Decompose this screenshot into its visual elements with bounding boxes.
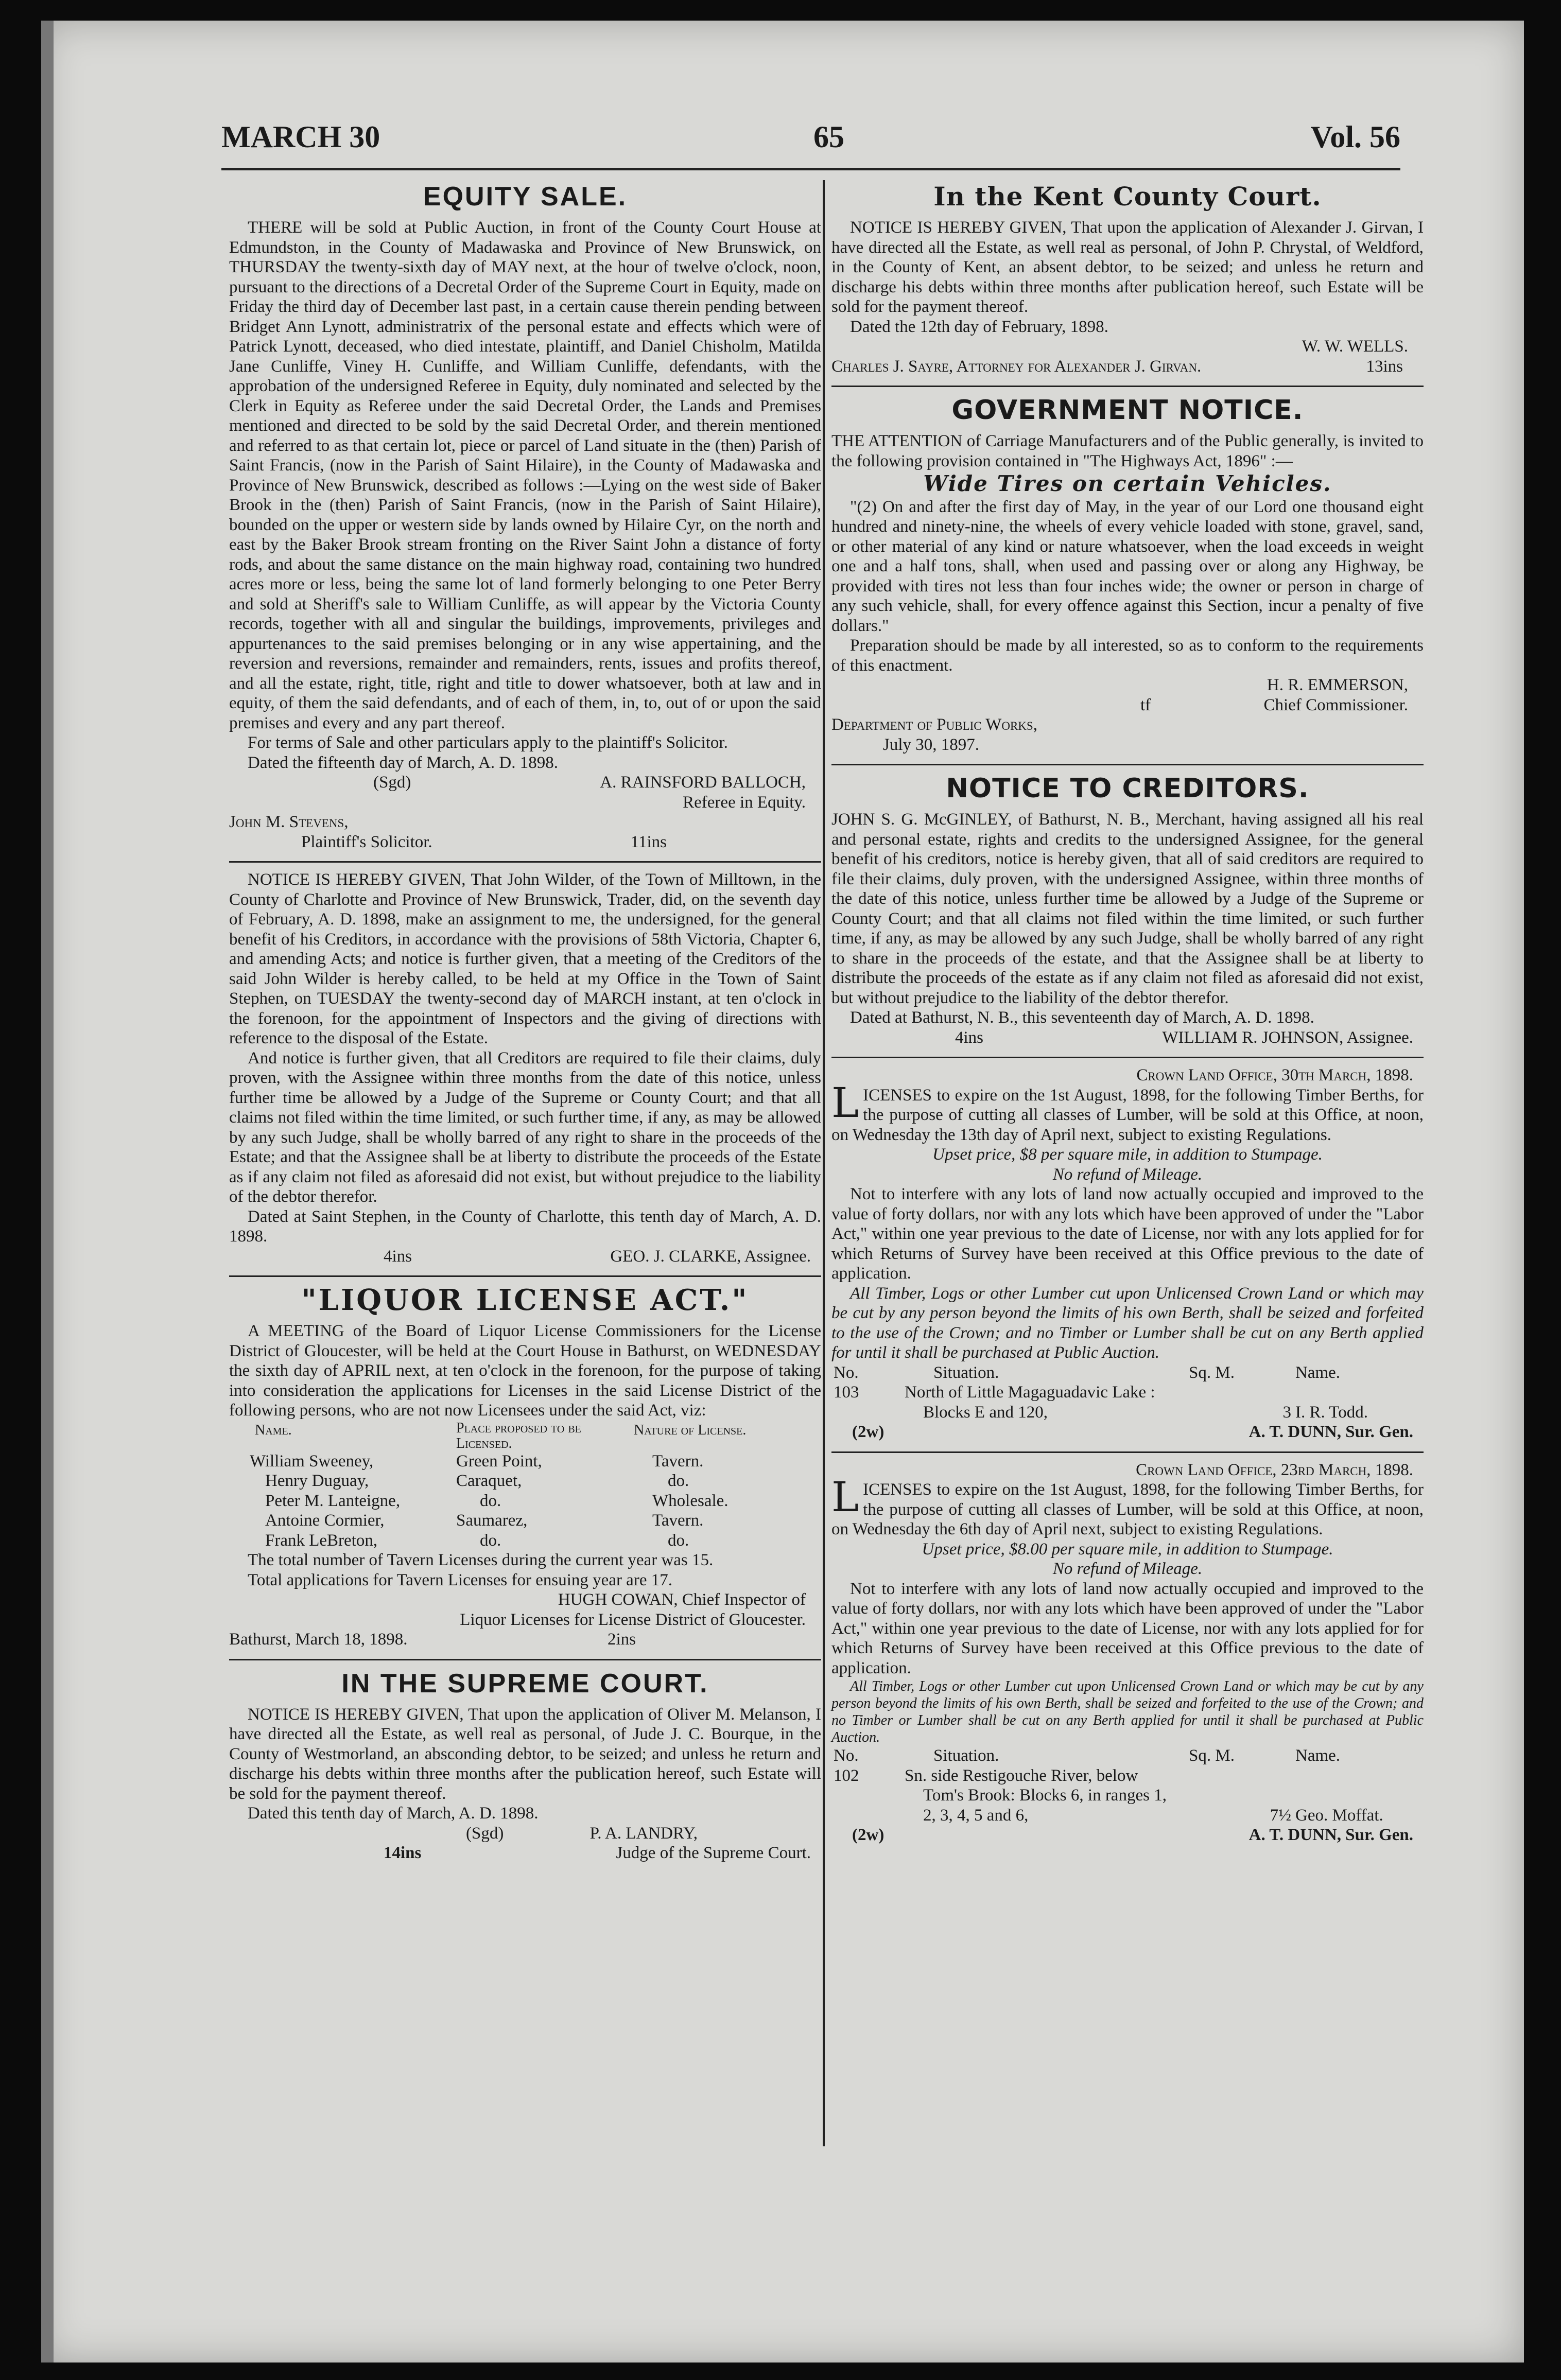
table-header: No.: [834, 1363, 859, 1382]
liquor-total-current: The total number of Tavern Licenses during the current year was 15.: [248, 1551, 714, 1569]
supreme-court-dated: Dated this tenth day of March, A. D. 1898.: [248, 1804, 539, 1823]
table-row: [831, 1403, 1424, 1423]
divider: [831, 764, 1424, 765]
crown-land-1-dropcap: L: [831, 1078, 859, 1127]
government-notice-signer-title: Chief Commissioner.: [1263, 695, 1408, 714]
table-cell: 7½: [1270, 1806, 1291, 1825]
wilder-notice-dated: Dated at Saint Stephen, in the County of Charlotte, this tenth day of March, A. D. 1898.: [229, 1207, 821, 1246]
table-row: [229, 1471, 821, 1491]
table-cell: Saumarez,: [456, 1511, 528, 1530]
equity-sale-insertions: 11ins: [630, 832, 667, 851]
table-header: Name.: [1295, 1363, 1341, 1382]
government-notice-date: July 30, 1897.: [883, 735, 980, 754]
crown-land-1-upset-price: Upset price, $8 per square mile, in addition to Stumpage.: [932, 1145, 1323, 1164]
column-rule: [823, 180, 825, 2146]
liquor-place-date: Bathurst, March 18, 1898.: [229, 1630, 408, 1649]
government-notice-tf: tf: [1140, 695, 1151, 714]
creditors-notice-dated: Dated at Bathurst, N. B., this seventeenth day of March, A. D. 1898.: [850, 1008, 1314, 1027]
table-row: [229, 1511, 821, 1531]
table-cell: Henry Duguay,: [265, 1472, 369, 1490]
table-cell: Sn. side Restigouche River, below: [905, 1766, 1138, 1785]
crown-land-1-body: ICENSES to expire on the 1st August, 1898, for the following Timber Berths, for the purpose of cutting all classes of Lumber, will be sold at this Office, at noon, on Wednesday the 13th day of April next, subject to existing Regulations.: [831, 1086, 1424, 1144]
kent-court-body: NOTICE IS HEREBY GIVEN, That upon the application of Alexander J. Girvan, I have directed all the Estate, as well real as personal, of John P. Chrystal, of Weldford, in the County of Kent, an absent debtor, to be seized; and unless he return and discharge his debts within three months after publication hereof, such Estate will be sold for the payment thereof.: [831, 218, 1424, 316]
table-row: [229, 1491, 821, 1511]
wilder-notice-insertions: 4ins: [384, 1247, 412, 1266]
table-row: [229, 1531, 821, 1551]
table-header: No.: [834, 1746, 859, 1765]
government-notice-signer: H. R. EMMERSON,: [1267, 676, 1408, 694]
crown-land-1-refund: No refund of Mileage.: [1052, 1165, 1203, 1184]
crown-land-2-timber-note: All Timber, Logs or other Lumber cut upon Unlicensed Crown Land or which may be cut by any person beyond the limits of his own Berth, shall be seized and forfeited to the use of the Crown; and no Timber or Lumber shall be cut on any Berth applied for until it shall be purchased at Public Auction.: [831, 1678, 1424, 1745]
page-number: 65: [813, 120, 844, 154]
crown-land-2-body: ICENSES to expire on the 1st August, 1898, for the following Timber Berths, for the purpose of cutting all classes of Lumber, will be sold at this Office, at noon, on Wednesday the 6th day of April next, subject to existing Regulations.: [831, 1480, 1424, 1538]
table-cell: Blocks E and 120,: [923, 1403, 1048, 1422]
supreme-court-insertions: 14ins: [384, 1844, 422, 1862]
liquor-total-applications: Total applications for Tavern Licenses for ensuing year are 17.: [248, 1570, 672, 1589]
table-row: [831, 1766, 1424, 1786]
table-cell: 2, 3, 4, 5 and 6,: [923, 1806, 1029, 1825]
table-cell: do.: [480, 1491, 501, 1510]
equity-sale-dated: Dated the fifteenth day of March, A. D. 1898.: [248, 753, 558, 772]
crown-land-1-dateline: Crown Land Office, 30th March, 1898.: [1136, 1066, 1413, 1084]
supreme-court-notice: [229, 1668, 821, 1863]
table-cell: Geo. Moffat.: [1295, 1806, 1383, 1825]
table-header: Name.: [1295, 1746, 1341, 1765]
crown-land-2-table: [831, 1746, 1424, 1825]
crown-land-2-upset-price: Upset price, $8.00 per square mile, in addition to Stumpage.: [922, 1539, 1333, 1559]
creditors-notice-insertions: 4ins: [955, 1028, 984, 1047]
table-cell: Tavern.: [652, 1451, 704, 1471]
equity-sale-body: THERE will be sold at Public Auction, in front of the County Court House at Edmundston, in the County of Madawaska and Province of New Brunswick, on THURSDAY the twenty-sixth day of MAY next, at the hour of twelve o'clock, noon, pursuant to the directions of a Decretal Order of the Supreme Court in Equity, made on Friday the third day of December last past, in a certain cause therein pending between Bridget Ann Lynott, administratrix of the personal estate and effects which were of Patrick Lynott, deceased, who died intestate, plaintiff, and Daniel Chisholm, Matilda Jane Cunliffe, Viney H. Cunliffe, and William Cunliffe, defendants, with the approbation of the undersigned Referee in Equity, duly nominated and selected by the Clerk in Equity as Referee under the said Decretal Order, the Lands and Premises mentioned and directed to be sold by the said Decretal Order, and therein mentioned and referred to as that certain lot, piece or parcel of Land situate in the (then) Parish of Saint Francis, (now in the Parish of Saint Hilaire), in the County of Madawaska and Province of New Brunswick, described as follows :—Lying on the west side of Baker Brook in the (then) Parish of Saint Francis, (now in the Parish of Saint Hilaire), bounded on the upper or western side by lands owned by Hilaire Cyr, on the north and east by the Baker Brook stream fronting on the River Saint John a distance of forty rods, and about the same distance on the main highway road, containing two hundred acres more or less, being the same lot of land formerly belonging to one Peter Berry and sold at Sheriff's sale to William Cunliffe, as will appear by the Victoria County records, together with all and singular the buildings, improvements, privileges and appurtenances to the said premises belonging or in any wise appertaining, and the reversion and reversions, remainder and remainders, rents, issues and profits thereof, and all the estate, right, title, right and title to dower whatsoever, both at law and in equity, of them the said defendants, and of each of them, in, to, out of or upon the said premises and every and any part thereof.: [229, 218, 821, 732]
supreme-court-signer: P. A. LANDRY,: [589, 1824, 698, 1843]
divider: [229, 1659, 821, 1660]
crown-land-1-interfere: Not to interfere with any lots of land now actually occupied and improved to the value of forty dollars, nor with any lots which have been approved of under the "Labor Act," within one year previous to the date of License, nor with any lots applied for for which Returns of Survey have been received at this Office previous to the date of application.: [831, 1185, 1424, 1283]
kent-court-signer: W. W. WELLS.: [1302, 337, 1408, 356]
equity-sale-signer: A. RAINSFORD BALLOCH,: [600, 773, 806, 792]
crown-land-2-signer: A. T. DUNN, Sur. Gen.: [1248, 1826, 1413, 1844]
liquor-license-title: "LIQUOR LICENSE ACT.": [301, 1283, 749, 1317]
government-notice-provision: "(2) On and after the first day of May, in the year of our Lord one thousand eight hundred and ninety-nine, the wheels of every vehicle loaded with stone, gravel, sand, or other material of any kind or nature whatsoever, when the load exceeds in weight one and a half tons, shall, when used and passing over or along any Highway, be provided with tires not less than four inches wide; the owner or person in charge of any such vehicle, shall, for every offence against this Section, incur a penalty of five dollars.": [831, 497, 1424, 635]
government-notice-subtitle: Wide Tires on certain Vehicles.: [923, 471, 1332, 496]
table-cell: William Sweeney,: [250, 1451, 374, 1471]
government-notice-title: GOVERNMENT NOTICE.: [951, 395, 1304, 426]
creditors-notice-title: NOTICE TO CREDITORS.: [946, 773, 1309, 804]
crown-land-2-dateline: Crown Land Office, 23rd March, 1898.: [1136, 1460, 1413, 1479]
equity-sale-sgd: (Sgd): [373, 773, 411, 792]
supreme-court-body: NOTICE IS HEREBY GIVEN, That upon the application of Oliver M. Melanson, I have directed all the Estate, as well real as personal, of Jude J. C. Bourque, in the County of Westmorland, an absconding debtor, to be seized; and unless he return and discharge his debts within three months after the publication hereof, such Estate will be sold for the payment thereof.: [229, 1705, 821, 1803]
wilder-notice-para1: NOTICE IS HEREBY GIVEN, That John Wilder, of the Town of Milltown, in the County of Charlotte and Province of New Brunswick, Trader, did, on the seventh day of February, A. D. 1898, make an assignment to me, the undersigned, for the general benefit of his Creditors, in accordance with the provisions of 58th Victoria, Chapter 6, and amending Acts; and notice is further given, that a meeting of the Creditors of the said John Wilder is hereby called, to be held at my Office in the Town of Saint Stephen, on TUESDAY the twenty-second day of MARCH instant, at ten o'clock in the forenoon, for the appointment of Inspectors and the giving of directions with reference to the disposal of the Estate.: [229, 870, 821, 1047]
table-cell: Frank LeBreton,: [265, 1531, 378, 1550]
crown-land-1-timber-note: All Timber, Logs or other Lumber cut upon Unlicensed Crown Land or which may be cut by any person beyond the limits of his own Berth, shall be seized and forfeited to the use of the Crown; and no Timber or Lumber shall be cut on any Berth applied for until it shall be purchased at Public Auction.: [831, 1284, 1424, 1362]
table-cell: Peter M. Lanteigne,: [265, 1491, 401, 1510]
right-column: [831, 178, 1424, 1845]
page-edge: [41, 21, 54, 2362]
table-row: [229, 1451, 821, 1472]
table-header: Nature of License.: [634, 1422, 747, 1438]
government-notice-intro: THE ATTENTION of Carriage Manufacturers and of the Public generally, is invited to the following provision contained in "The Highways Act, 1896" :—: [831, 432, 1424, 470]
table-header: Sq. M.: [1189, 1363, 1235, 1382]
table-cell: do.: [668, 1472, 689, 1490]
crown-land-1-signer: A. T. DUNN, Sur. Gen.: [1248, 1423, 1413, 1441]
left-column: [229, 178, 821, 1863]
supreme-court-title: IN THE SUPREME COURT.: [341, 1668, 709, 1699]
equity-sale-notice: [229, 181, 821, 852]
crown-land-notice-1: [831, 1065, 1424, 1442]
kent-court-insertions: 13ins: [1366, 357, 1403, 376]
government-notice-prep: Preparation should be made by all interested, so as to conform to the requirements of this enactment.: [831, 636, 1424, 675]
table-header: Name.: [255, 1422, 292, 1438]
equity-sale-solicitor-title: Plaintiff's Solicitor.: [301, 832, 432, 851]
volume-number: Vol. 56: [1310, 120, 1400, 154]
crown-land-2-refund: No refund of Mileage.: [1052, 1560, 1203, 1578]
divider: [831, 386, 1424, 387]
table-cell: I. R. Todd.: [1295, 1403, 1368, 1422]
kent-court-attorney: Charles J. Sayre, Attorney for Alexander J. Girvan.: [831, 357, 1202, 376]
liquor-license-table: [229, 1421, 821, 1551]
table-row: [831, 1806, 1424, 1826]
table-header: Sq. M.: [1189, 1746, 1235, 1765]
header-date: MARCH 30: [221, 120, 380, 154]
table-cell: Caraquet,: [456, 1472, 522, 1490]
government-notice-dept: Department of Public Works,: [831, 715, 1037, 734]
divider: [229, 861, 821, 863]
kent-court-dated: Dated the 12th day of February, 1898.: [850, 317, 1108, 336]
equity-sale-terms: For terms of Sale and other particulars apply to the plaintiff's Solicitor.: [248, 733, 728, 752]
table-cell: Antoine Cormier,: [265, 1511, 385, 1530]
equity-sale-signer-title: Referee in Equity.: [683, 793, 806, 812]
equity-sale-title: EQUITY SALE.: [423, 182, 628, 212]
table-cell: Wholesale.: [652, 1491, 729, 1510]
government-notice: [831, 394, 1424, 755]
liquor-insertions: 2ins: [607, 1630, 636, 1649]
page-header: [221, 119, 1400, 161]
liquor-license-notice: [229, 1284, 821, 1650]
supreme-court-sgd: (Sgd): [466, 1824, 504, 1843]
table-cell: 3: [1282, 1403, 1291, 1422]
kent-court-notice: [831, 181, 1424, 376]
divider: [229, 1275, 821, 1277]
crown-land-notice-2: [831, 1460, 1424, 1845]
creditors-notice-signer: WILLIAM R. JOHNSON, Assignee.: [1162, 1028, 1413, 1047]
table-cell: 102: [834, 1766, 859, 1785]
liquor-license-body: A MEETING of the Board of Liquor License Commissioners for the License District of Gloucester, will be held at the Court House in Bathurst, on WEDNESDAY the sixth day of APRIL next, at ten o'clock in the forenoon, for the purpose of taking into consideration the applications for Licenses in the said License District of the following persons, who are not now Licensees under the said Act, viz:: [229, 1322, 821, 1420]
divider: [831, 1451, 1424, 1453]
table-header: Place proposed to be Licensed.: [456, 1420, 581, 1451]
equity-sale-solicitor: John M. Stevens,: [229, 813, 349, 831]
table-cell: do.: [668, 1531, 689, 1550]
table-cell: Tavern.: [652, 1511, 704, 1530]
divider: [831, 1057, 1424, 1058]
table-cell: [831, 1786, 903, 1806]
wilder-notice: [229, 870, 821, 1266]
table-cell: [831, 1403, 903, 1423]
wilder-notice-signer: GEO. J. CLARKE, Assignee.: [610, 1247, 811, 1266]
crown-land-2-insertions: (2w): [852, 1826, 884, 1844]
table-header: Situation.: [933, 1746, 999, 1765]
table-cell: [831, 1806, 903, 1826]
crown-land-1-table: [831, 1363, 1424, 1423]
table-cell: North of Little Magaguadavic Lake :: [905, 1383, 1155, 1402]
supreme-court-signer-title: Judge of the Supreme Court.: [616, 1844, 811, 1862]
crown-land-2-dropcap: L: [831, 1473, 859, 1521]
liquor-signer: HUGH COWAN, Chief Inspector of: [558, 1590, 806, 1609]
table-row: [831, 1786, 1424, 1806]
crown-land-2-interfere: Not to interfere with any lots of land now actually occupied and improved to the value of forty dollars, nor with any lots which have been approved of under the "Labor Act," within one year previous to the date of License, nor with any lots applied for for which Returns of Survey have been received at this Office previous to the date of application.: [831, 1579, 1424, 1677]
table-cell: Tom's Brook: Blocks 6, in ranges 1,: [923, 1786, 1167, 1805]
table-header: Situation.: [933, 1363, 999, 1382]
table-cell: Green Point,: [456, 1451, 542, 1471]
table-cell: 103: [834, 1383, 859, 1402]
table-row: [831, 1382, 1424, 1403]
creditors-notice-body: JOHN S. G. McGINLEY, of Bathurst, N. B., Merchant, having assigned all his real and personal estate, rights and credits to the undersigned Assignee, for the general benefit of his creditors, notice is hereby given, that all of said creditors are required to file their claims, duly proven, with the undersigned Assignee, within three months of the date of this notice, unless further time be allowed by a Judge of the Supreme or County Court; and that all claims not filed within the time limited, or such further time, if any, as may be allowed by any such Judge, shall be wholly barred of any right to share in the proceeds of the estate, and that the Assignee shall be at liberty to distribute the proceeds of the estate as if any claim not filed as aforesaid did not exist, but without prejudice to the liability of the debtor therefor.: [831, 810, 1424, 1007]
kent-court-title: In the Kent County Court.: [933, 181, 1322, 212]
wilder-notice-para2: And notice is further given, that all Creditors are required to file their claims, duly proven, with the Assignee within three months from the date of this notice, unless further time be allowed by a Judge of the Supreme or County Court; and that all claims not filed within the time limited, or such further time, if any, as may be allowed by any such Judge, shall be wholly barred of any right to share in the proceeds of the Estate; and that the Assignee shall be at liberty to distribute the proceeds of the Estate as if any claim not filed as aforesaid did not exist, but without prejudice to the liability of the debtor therefor.: [229, 1048, 821, 1206]
table-cell: do.: [480, 1531, 501, 1550]
liquor-signer-title: Liquor Licenses for License District of Gloucester.: [460, 1610, 806, 1629]
header-rule: [221, 168, 1400, 170]
creditors-notice: [831, 773, 1424, 1047]
crown-land-1-insertions: (2w): [852, 1423, 884, 1441]
